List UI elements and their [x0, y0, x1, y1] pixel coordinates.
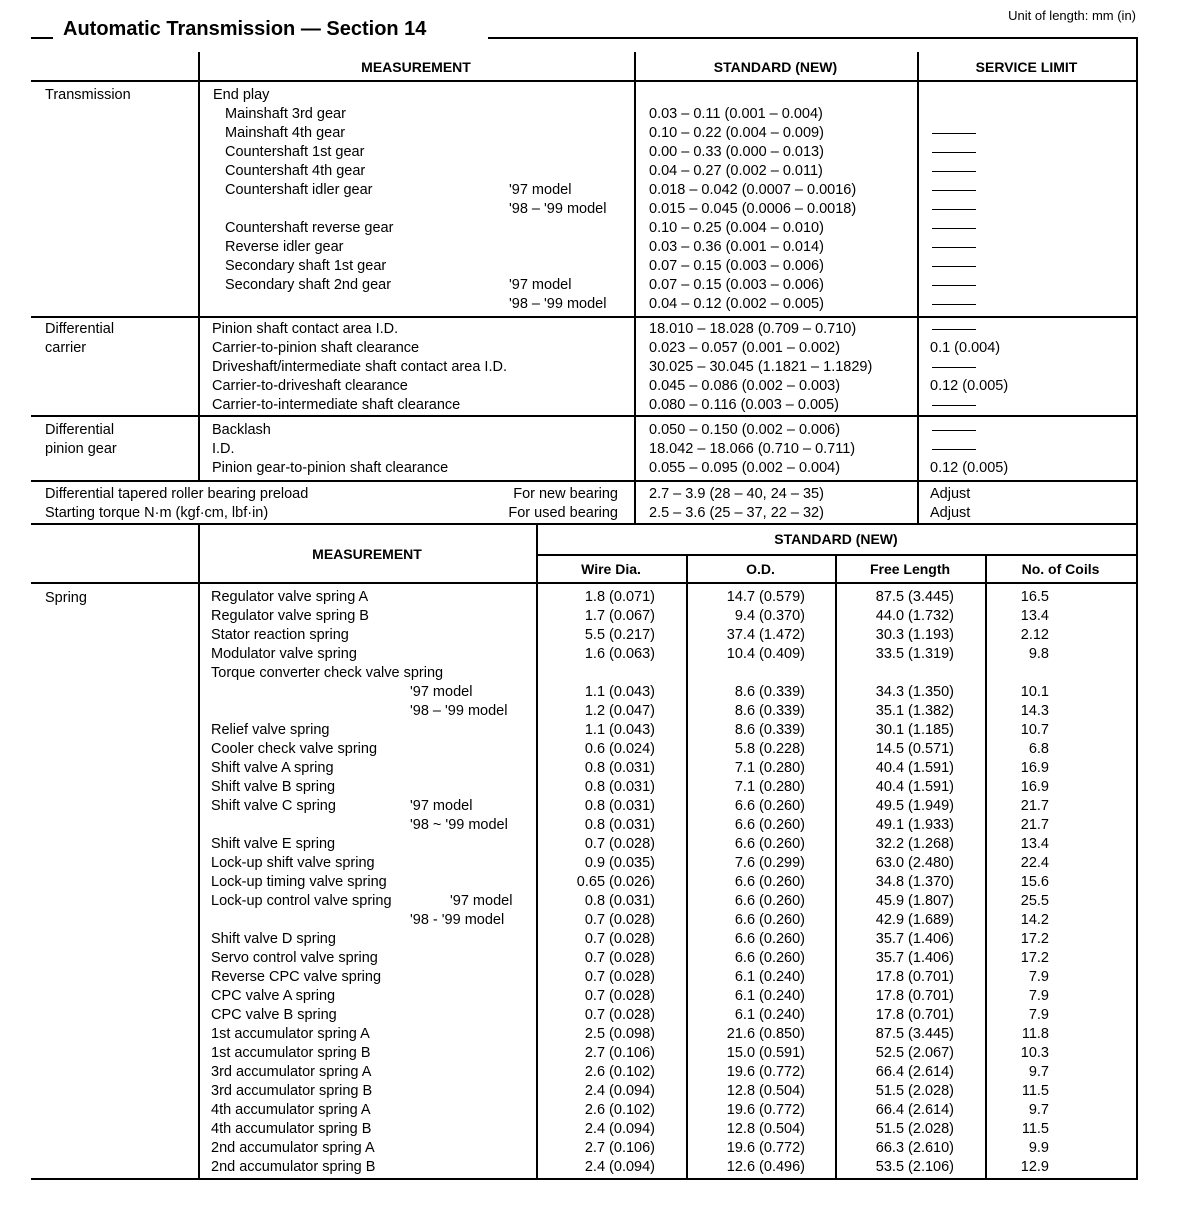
spring-od: 6.6 (0.260): [734, 817, 805, 833]
spring-coils: 10.7: [1020, 722, 1049, 738]
spring-name: Stator reaction spring: [211, 627, 349, 643]
limit-dash: [932, 285, 976, 286]
spring-coils: 12.9: [1020, 1159, 1049, 1175]
spring-free: 45.9 (1.807): [875, 893, 954, 909]
spring-od: 6.1 (0.240): [734, 969, 805, 985]
row-limit: 0.12 (0.005): [930, 378, 1009, 394]
row-standard: 18.042 – 18.066 (0.710 – 0.711): [649, 441, 856, 457]
limit-dash: [932, 152, 976, 153]
spring-od: 6.6 (0.260): [734, 912, 805, 928]
spring-wire: 5.5 (0.217): [584, 627, 655, 643]
row-standard: 0.018 – 0.042 (0.0007 – 0.0016): [649, 182, 857, 198]
spring-name: Servo control valve spring: [211, 950, 378, 966]
spring-coils: 15.6: [1020, 874, 1049, 890]
row-item: Reverse idler gear: [225, 239, 344, 255]
t1-col-line-2: [634, 52, 636, 524]
spring-od: 6.1 (0.240): [734, 988, 805, 1004]
spring-free: 17.8 (0.701): [875, 1007, 954, 1023]
spring-wire: 0.8 (0.031): [584, 779, 655, 795]
spring-coils: 6.8: [1028, 741, 1049, 757]
spring-coils: 9.9: [1028, 1140, 1049, 1156]
spring-od: 7.6 (0.299): [734, 855, 805, 871]
spring-coils: 17.2: [1020, 931, 1049, 947]
title-rule-left: [31, 37, 53, 39]
spring-name: 4th accumulator spring B: [211, 1121, 372, 1137]
spring-coils: 9.8: [1028, 646, 1049, 662]
t1-header-standard: STANDARD (NEW): [713, 59, 838, 75]
row-limit: Adjust: [930, 486, 971, 502]
spring-free: 17.8 (0.701): [875, 969, 954, 985]
title-rule-right: [488, 37, 1138, 39]
row-model: '98 – '99 model: [509, 201, 607, 217]
spring-wire: 0.7 (0.028): [584, 988, 655, 1004]
spring-wire: 2.7 (0.106): [584, 1140, 655, 1156]
limit-dash: [932, 329, 976, 330]
limit-dash: [932, 228, 976, 229]
spring-coils: 14.3: [1020, 703, 1049, 719]
spring-wire: 1.6 (0.063): [584, 646, 655, 662]
spring-coils: 9.7: [1028, 1102, 1049, 1118]
row-standard: 18.010 – 18.028 (0.709 – 0.710): [649, 321, 857, 337]
spring-od: 12.8 (0.504): [726, 1083, 805, 1099]
spring-coils: 2.12: [1020, 627, 1049, 643]
spring-coils: 16.9: [1020, 779, 1049, 795]
spring-free: 49.1 (1.933): [875, 817, 954, 833]
spring-free: 30.3 (1.193): [875, 627, 954, 643]
group-label-pinion-2: pinion gear: [45, 441, 117, 457]
spring-name: Relief valve spring: [211, 722, 330, 738]
spring-free: 51.5 (2.028): [875, 1121, 954, 1137]
spring-free: 40.4 (1.591): [875, 779, 954, 795]
row-standard: 2.5 – 3.6 (25 – 37, 22 – 32): [649, 505, 824, 521]
t2-right-border: [1136, 523, 1138, 1180]
row-standard: 0.055 – 0.095 (0.002 – 0.004): [649, 460, 841, 476]
spring-wire: 2.4 (0.094): [584, 1159, 655, 1175]
spring-coils: 16.5: [1020, 589, 1049, 605]
spring-name: Shift valve E spring: [211, 836, 336, 852]
row-limit: Adjust: [930, 505, 971, 521]
spring-free: 87.5 (3.445): [875, 1026, 954, 1042]
limit-dash: [932, 405, 976, 406]
spring-wire: 0.7 (0.028): [584, 969, 655, 985]
spring-free: 32.2 (1.268): [875, 836, 954, 852]
spring-name: Lock-up shift valve spring: [211, 855, 375, 871]
spring-name: Regulator valve spring B: [211, 608, 369, 624]
spring-od: 12.6 (0.496): [726, 1159, 805, 1175]
spring-name: Reverse CPC valve spring: [211, 969, 382, 985]
spring-name: CPC valve B spring: [211, 1007, 337, 1023]
spring-free: 44.0 (1.732): [875, 608, 954, 624]
spring-od: 15.0 (0.591): [726, 1045, 805, 1061]
t2-header-standard: STANDARD (NEW): [774, 531, 898, 547]
spring-model: '98 - '99 model: [410, 912, 505, 928]
spring-coils: 9.7: [1028, 1064, 1049, 1080]
row-standard: 0.00 – 0.33 (0.000 – 0.013): [649, 144, 824, 160]
spring-name: Lock-up control valve spring: [211, 893, 392, 909]
t2-col-line-1: [198, 523, 200, 1180]
spring-coils: 22.4: [1020, 855, 1049, 871]
spring-name: 3rd accumulator spring B: [211, 1083, 373, 1099]
spring-free: 33.5 (1.319): [875, 646, 954, 662]
spring-free: 52.5 (2.067): [875, 1045, 954, 1061]
spring-od: 7.1 (0.280): [734, 760, 805, 776]
spring-free: 63.0 (2.480): [875, 855, 954, 871]
spring-od: 9.4 (0.370): [734, 608, 805, 624]
spring-wire: 0.6 (0.024): [584, 741, 655, 757]
spring-wire: 2.5 (0.098): [584, 1026, 655, 1042]
spring-free: 66.4 (2.614): [875, 1102, 954, 1118]
spring-name: 2nd accumulator spring B: [211, 1159, 376, 1175]
row-standard: 30.025 – 30.045 (1.1821 – 1.1829): [649, 359, 873, 375]
spring-coils: 21.7: [1020, 817, 1049, 833]
spring-od: 14.7 (0.579): [726, 589, 805, 605]
row-item: Backlash: [212, 422, 271, 438]
spring-coils: 11.8: [1021, 1026, 1049, 1042]
spring-wire: 2.4 (0.094): [584, 1083, 655, 1099]
group-label-carrier-2: carrier: [45, 340, 87, 356]
spring-wire: 2.6 (0.102): [584, 1064, 655, 1080]
row-item: Countershaft 1st gear: [225, 144, 365, 160]
spring-free: 35.7 (1.406): [875, 931, 954, 947]
row-standard: 0.080 – 0.116 (0.003 – 0.005): [649, 397, 839, 413]
limit-dash: [932, 247, 976, 248]
spring-coils: 7.9: [1028, 988, 1049, 1004]
spring-od: 8.6 (0.339): [734, 684, 805, 700]
spring-od: 6.6 (0.260): [734, 836, 805, 852]
spring-free: 42.9 (1.689): [875, 912, 954, 928]
spring-od: 12.8 (0.504): [726, 1121, 805, 1137]
t1-header-service-limit: SERVICE LIMIT: [975, 59, 1078, 75]
spring-wire: 0.7 (0.028): [584, 1007, 655, 1023]
limit-dash: [932, 449, 976, 450]
spring-name: 1st accumulator spring B: [211, 1045, 371, 1061]
spring-name: Cooler check valve spring: [211, 741, 378, 757]
row-item: Carrier-to-pinion shaft clearance: [212, 340, 420, 356]
spring-od: 6.6 (0.260): [734, 798, 805, 814]
spring-free: 40.4 (1.591): [875, 760, 954, 776]
row-item: Secondary shaft 2nd gear: [225, 277, 392, 293]
spring-wire: 2.7 (0.106): [584, 1045, 655, 1061]
row-item: I.D.: [212, 441, 235, 457]
spring-coils: 16.9: [1020, 760, 1049, 776]
row-model: '97 model: [509, 277, 572, 293]
row-item: Countershaft reverse gear: [225, 220, 394, 236]
spring-free: 53.5 (2.106): [875, 1159, 954, 1175]
group-label-spring: Spring: [45, 590, 87, 606]
spring-free: 34.3 (1.350): [875, 684, 954, 700]
spring-coils: 10.3: [1020, 1045, 1049, 1061]
unit-note: Unit of length: mm (in): [1008, 8, 1136, 23]
row-standard: 0.07 – 0.15 (0.003 – 0.006): [649, 258, 824, 274]
row-standard: 0.07 – 0.15 (0.003 – 0.006): [649, 277, 824, 293]
preload-label-1: Differential tapered roller bearing preload: [45, 486, 309, 502]
spring-name: 1st accumulator spring A: [211, 1026, 370, 1042]
spring-coils: 13.4: [1020, 836, 1049, 852]
row-standard: 0.045 – 0.086 (0.002 – 0.003): [649, 378, 841, 394]
spring-wire: 0.7 (0.028): [584, 836, 655, 852]
spring-coils: 10.1: [1020, 684, 1049, 700]
spring-free: 51.5 (2.028): [875, 1083, 954, 1099]
spring-name: 2nd accumulator spring A: [211, 1140, 375, 1156]
row-item: Pinion gear-to-pinion shaft clearance: [212, 460, 449, 476]
spring-od: 19.6 (0.772): [726, 1064, 805, 1080]
spring-od: 37.4 (1.472): [726, 627, 805, 643]
spring-name: Shift valve C spring: [211, 798, 336, 814]
limit-dash: [932, 266, 976, 267]
row-item: Pinion shaft contact area I.D.: [212, 321, 399, 337]
preload-label-2: Starting torque N·m (kgf·cm, lbf·in): [45, 505, 269, 521]
spring-od: 7.1 (0.280): [734, 779, 805, 795]
row-standard: 0.04 – 0.12 (0.002 – 0.005): [649, 296, 824, 312]
row-limit: 0.1 (0.004): [930, 340, 1001, 356]
spring-name: Shift valve A spring: [211, 760, 334, 776]
spring-model: '97 model: [450, 893, 513, 909]
spring-od: 19.6 (0.772): [726, 1140, 805, 1156]
group-label-transmission: Transmission: [45, 87, 131, 103]
t1-col-line-3: [917, 52, 919, 524]
spring-wire: 0.7 (0.028): [584, 950, 655, 966]
spring-od: 8.6 (0.339): [734, 722, 805, 738]
t2-header-coils: No. of Coils: [1021, 561, 1100, 577]
row-limit: 0.12 (0.005): [930, 460, 1009, 476]
spring-free: 87.5 (3.445): [875, 589, 954, 605]
spring-model: '97 model: [410, 684, 473, 700]
t1-col-line-1: [198, 52, 200, 482]
row-item: Countershaft 4th gear: [225, 163, 366, 179]
spring-free: 66.3 (2.610): [875, 1140, 954, 1156]
row-standard: 0.10 – 0.22 (0.004 – 0.009): [649, 125, 824, 141]
row-item: Secondary shaft 1st gear: [225, 258, 387, 274]
row-standard: 0.04 – 0.27 (0.002 – 0.011): [649, 163, 823, 179]
t1-header-measurement: MEASUREMENT: [361, 59, 471, 75]
group-label-pinion-1: Differential: [45, 422, 115, 438]
spring-free: 14.5 (0.571): [875, 741, 954, 757]
row-standard: 0.10 – 0.25 (0.004 – 0.010): [649, 220, 824, 236]
t2-header-wire: Wire Dia.: [581, 561, 641, 577]
spring-name: Torque converter check valve spring: [211, 665, 444, 681]
row-condition: For used bearing: [508, 505, 618, 521]
spring-od: 6.6 (0.260): [734, 931, 805, 947]
spring-free: 35.1 (1.382): [875, 703, 954, 719]
spring-od: 6.1 (0.240): [734, 1007, 805, 1023]
limit-dash: [932, 133, 976, 134]
spring-wire: 2.6 (0.102): [584, 1102, 655, 1118]
row-model: '97 model: [509, 182, 572, 198]
limit-dash: [932, 304, 976, 305]
spring-od: 10.4 (0.409): [726, 646, 805, 662]
spring-wire: 1.1 (0.043): [584, 684, 655, 700]
limit-dash: [932, 190, 976, 191]
limit-dash: [932, 367, 976, 368]
spring-wire: 0.8 (0.031): [584, 817, 655, 833]
row-standard: 0.03 – 0.36 (0.001 – 0.014): [649, 239, 824, 255]
limit-dash: [932, 171, 976, 172]
spring-name: Shift valve D spring: [211, 931, 336, 947]
spring-wire: 0.9 (0.035): [584, 855, 655, 871]
spring-coils: 17.2: [1020, 950, 1049, 966]
spring-wire: 1.2 (0.047): [584, 703, 655, 719]
spring-wire: 1.8 (0.071): [584, 589, 655, 605]
spring-model: '98 – '99 model: [410, 703, 508, 719]
limit-dash: [932, 209, 976, 210]
row-standard: 0.03 – 0.11 (0.001 – 0.004): [649, 106, 823, 122]
spring-name: Lock-up timing valve spring: [211, 874, 387, 890]
spring-free: 17.8 (0.701): [875, 988, 954, 1004]
spring-coils: 11.5: [1021, 1121, 1049, 1137]
spring-coils: 21.7: [1020, 798, 1049, 814]
spring-od: 8.6 (0.339): [734, 703, 805, 719]
spring-name: Shift valve B spring: [211, 779, 336, 795]
spring-coils: 13.4: [1020, 608, 1049, 624]
page-title: Automatic Transmission — Section 14: [63, 18, 427, 40]
spring-od: 19.6 (0.772): [726, 1102, 805, 1118]
spring-free: 30.1 (1.185): [875, 722, 954, 738]
spring-free: 34.8 (1.370): [875, 874, 954, 890]
row-item: Carrier-to-driveshaft clearance: [212, 378, 408, 394]
spring-wire: 0.7 (0.028): [584, 931, 655, 947]
spring-wire: 2.4 (0.094): [584, 1121, 655, 1137]
spring-free: 66.4 (2.614): [875, 1064, 954, 1080]
spring-wire: 1.1 (0.043): [584, 722, 655, 738]
spring-coils: 7.9: [1028, 969, 1049, 985]
spring-name: Regulator valve spring A: [211, 589, 369, 605]
end-play-heading: End play: [213, 87, 270, 103]
spring-od: 6.6 (0.260): [734, 874, 805, 890]
row-item: Mainshaft 4th gear: [225, 125, 346, 141]
limit-dash: [932, 430, 976, 431]
spring-wire: 0.8 (0.031): [584, 798, 655, 814]
row-standard: 2.7 – 3.9 (28 – 40, 24 – 35): [649, 486, 824, 502]
spring-coils: 11.5: [1021, 1083, 1049, 1099]
row-item: Driveshaft/intermediate shaft contact area I.D.: [212, 359, 507, 375]
row-standard: 0.015 – 0.045 (0.0006 – 0.0018): [649, 201, 857, 217]
spring-name: Modulator valve spring: [211, 646, 357, 662]
row-item: Carrier-to-intermediate shaft clearance: [212, 397, 461, 413]
row-item: Mainshaft 3rd gear: [225, 106, 346, 122]
spring-free: 35.7 (1.406): [875, 950, 954, 966]
row-condition: For new bearing: [513, 486, 618, 502]
t1-right-border: [1136, 37, 1138, 525]
spring-wire: 1.7 (0.067): [584, 608, 655, 624]
row-item: Countershaft idler gear: [225, 182, 373, 198]
spring-model: '97 model: [410, 798, 473, 814]
t2-header-free-length: Free Length: [869, 561, 951, 577]
group-label-carrier-1: Differential: [45, 321, 115, 337]
t2-header-measurement: MEASUREMENT: [312, 546, 422, 562]
spring-wire: 0.65 (0.026): [576, 874, 655, 890]
spring-od: 6.6 (0.260): [734, 893, 805, 909]
spring-free: 49.5 (1.949): [875, 798, 954, 814]
spring-coils: 25.5: [1020, 893, 1049, 909]
spring-od: 6.6 (0.260): [734, 950, 805, 966]
spring-coils: 14.2: [1020, 912, 1049, 928]
row-standard: 0.023 – 0.057 (0.001 – 0.002): [649, 340, 841, 356]
spring-name: CPC valve A spring: [211, 988, 336, 1004]
spring-wire: 0.7 (0.028): [584, 912, 655, 928]
spring-model: '98 ~ '99 model: [410, 817, 508, 833]
spring-wire: 0.8 (0.031): [584, 893, 655, 909]
spring-name: 4th accumulator spring A: [211, 1102, 371, 1118]
spring-name: 3rd accumulator spring A: [211, 1064, 372, 1080]
row-standard: 0.050 – 0.150 (0.002 – 0.006): [649, 422, 841, 438]
spring-coils: 7.9: [1028, 1007, 1049, 1023]
t2-header-od: O.D.: [746, 561, 775, 577]
spring-od: 21.6 (0.850): [726, 1026, 805, 1042]
spring-wire: 0.8 (0.031): [584, 760, 655, 776]
row-model: '98 – '99 model: [509, 296, 607, 312]
spring-od: 5.8 (0.228): [734, 741, 805, 757]
